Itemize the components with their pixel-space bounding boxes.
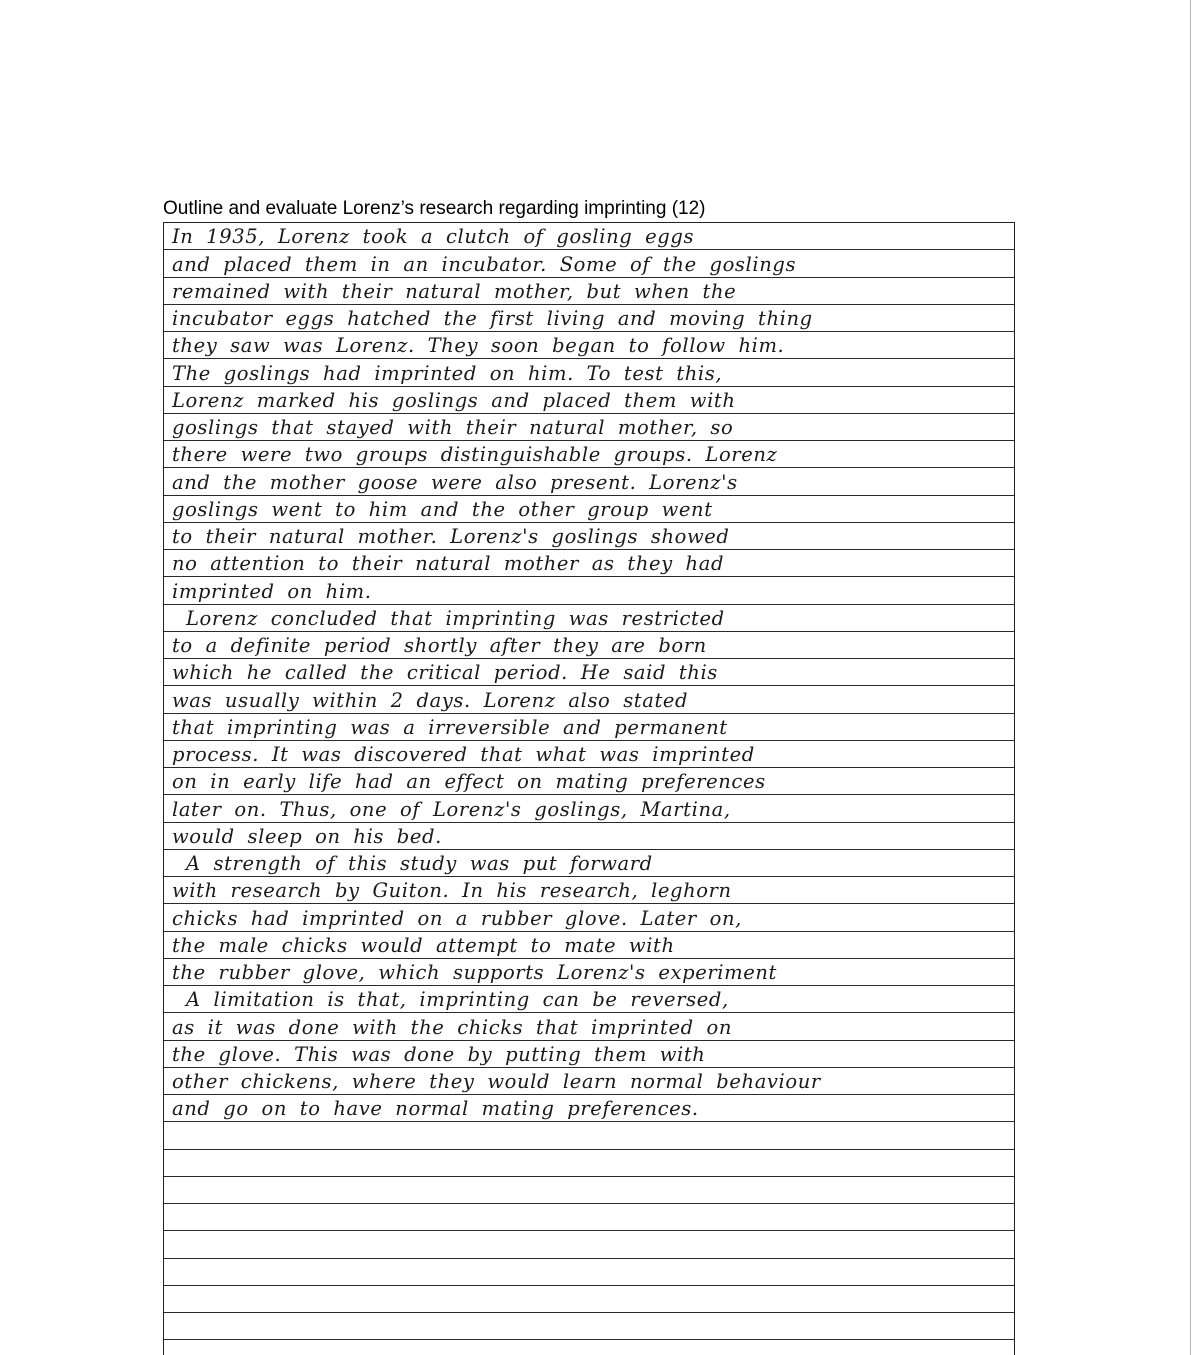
lined-answer-sheet bbox=[163, 222, 1015, 1355]
handwritten-line: no attention to their natural mother as they had bbox=[172, 552, 725, 576]
ruled-line bbox=[164, 523, 1014, 550]
ruled-line bbox=[164, 387, 1014, 414]
ruled-line bbox=[164, 932, 1014, 959]
handwritten-line: In 1935, Lorenz took a clutch of gosling eggs bbox=[172, 225, 695, 249]
ruled-line bbox=[164, 1286, 1014, 1313]
ruled-line bbox=[164, 1150, 1014, 1177]
handwritten-line: was usually within 2 days. Lorenz also stated bbox=[172, 688, 689, 712]
handwritten-line: they saw was Lorenz. They soon began to follow him. bbox=[172, 334, 785, 358]
ruled-line bbox=[164, 1041, 1014, 1068]
handwritten-line: and go on to have normal mating preferences. bbox=[172, 1097, 699, 1121]
handwritten-line: The goslings had imprinted on him. To test this, bbox=[172, 361, 723, 385]
ruled-line bbox=[164, 223, 1014, 250]
ruled-line bbox=[164, 496, 1014, 523]
handwritten-line: and the mother goose were also present. Lorenz's bbox=[172, 470, 738, 494]
ruled-line bbox=[164, 278, 1014, 305]
handwritten-line: and placed them in an incubator. Some of the goslings bbox=[172, 252, 797, 276]
ruled-line bbox=[164, 959, 1014, 986]
ruled-line bbox=[164, 1013, 1014, 1040]
question-heading: Outline and evaluate Lorenz’s research regarding imprinting (12) bbox=[163, 198, 706, 219]
ruled-line bbox=[164, 414, 1014, 441]
ruled-line bbox=[164, 1095, 1014, 1122]
ruled-line bbox=[164, 1177, 1014, 1204]
handwritten-line: the male chicks would attempt to mate with bbox=[172, 933, 675, 957]
ruled-line bbox=[164, 768, 1014, 795]
handwritten-line: A limitation is that, imprinting can be reversed, bbox=[186, 988, 729, 1012]
ruled-line bbox=[164, 877, 1014, 904]
ruled-line bbox=[164, 714, 1014, 741]
ruled-line bbox=[164, 305, 1014, 332]
handwritten-line: there were two groups distinguishable groups. Lorenz bbox=[172, 443, 778, 467]
handwritten-line: with research by Guiton. In his research, leghorn bbox=[172, 879, 732, 903]
handwritten-line: goslings went to him and the other group went bbox=[172, 497, 713, 521]
handwritten-line: chicks had imprinted on a rubber glove. Later on, bbox=[172, 906, 742, 930]
ruled-line bbox=[164, 659, 1014, 686]
handwritten-line: would sleep on his bed. bbox=[172, 824, 442, 848]
handwritten-line: Lorenz marked his goslings and placed them with bbox=[172, 388, 736, 412]
handwritten-line: remained with their natural mother, but when the bbox=[172, 279, 737, 303]
ruled-line bbox=[164, 850, 1014, 877]
ruled-line bbox=[164, 550, 1014, 577]
ruled-line bbox=[164, 686, 1014, 713]
handwritten-line: the glove. This was done by putting them with bbox=[172, 1042, 706, 1066]
ruled-line bbox=[164, 250, 1014, 277]
handwritten-line: as it was done with the chicks that imprinted on bbox=[172, 1015, 732, 1039]
handwritten-line: the rubber glove, which supports Lorenz's experiment bbox=[172, 961, 777, 984]
handwritten-line: to their natural mother. Lorenz's goslings showed bbox=[172, 525, 730, 548]
page-edge-line bbox=[1190, 0, 1191, 1355]
handwritten-line: Lorenz concluded that imprinting was restricted bbox=[186, 606, 725, 630]
handwritten-line: on in early life had an effect on mating preferences bbox=[172, 770, 766, 794]
ruled-line bbox=[164, 605, 1014, 632]
handwritten-line: that imprinting was a irreversible and permanent bbox=[172, 715, 728, 739]
ruled-line bbox=[164, 577, 1014, 604]
handwritten-line: A strength of this study was put forward bbox=[186, 852, 653, 875]
ruled-line bbox=[164, 359, 1014, 386]
handwritten-line: goslings that stayed with their natural mother, so bbox=[172, 416, 734, 439]
ruled-line bbox=[164, 441, 1014, 468]
ruled-line bbox=[164, 823, 1014, 850]
handwritten-line: imprinted on him. bbox=[172, 579, 372, 603]
ruled-line bbox=[164, 632, 1014, 659]
handwritten-line: to a definite period shortly after they are born bbox=[172, 634, 707, 657]
ruled-line bbox=[164, 741, 1014, 768]
handwritten-line: other chickens, where they would learn normal behaviour bbox=[172, 1070, 821, 1093]
ruled-line bbox=[164, 1259, 1014, 1286]
ruled-line bbox=[164, 332, 1014, 359]
handwritten-line: process. It was discovered that what was imprinted bbox=[172, 743, 755, 766]
handwritten-line: later on. Thus, one of Lorenz's goslings, Martina, bbox=[172, 797, 731, 821]
ruled-line bbox=[164, 1122, 1014, 1149]
ruled-line bbox=[164, 904, 1014, 931]
ruled-line bbox=[164, 795, 1014, 822]
ruled-line bbox=[164, 1231, 1014, 1258]
ruled-line bbox=[164, 986, 1014, 1013]
handwritten-line: incubator eggs hatched the first living and moving thing bbox=[172, 307, 813, 330]
ruled-line bbox=[164, 1204, 1014, 1231]
handwritten-line: which he called the critical period. He said this bbox=[172, 661, 718, 685]
ruled-line bbox=[164, 1313, 1014, 1340]
ruled-line bbox=[164, 468, 1014, 495]
ruled-line bbox=[164, 1068, 1014, 1095]
